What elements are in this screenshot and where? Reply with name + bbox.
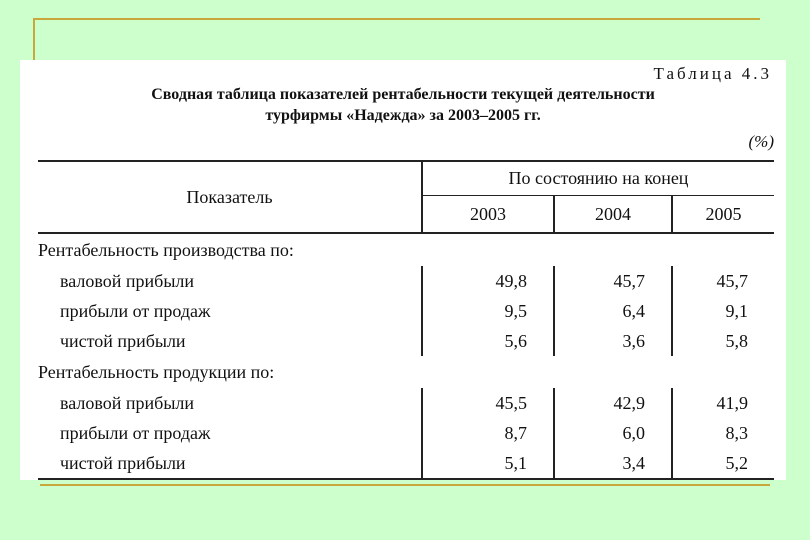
section-label: Рентабельность производства по: — [38, 239, 294, 260]
value-cell: 45,7 — [672, 266, 774, 296]
table-title-line-1: Сводная таблица показателей рентабельности текущей деятельности — [151, 86, 655, 103]
value-cell: 49,8 — [422, 266, 554, 296]
value-cell: 42,9 — [554, 388, 672, 418]
year-header-2005: 2005 — [672, 196, 774, 233]
value-cell: 8,7 — [422, 418, 554, 448]
row-label: прибыли от продаж — [60, 300, 211, 321]
value-cell: 5,6 — [422, 326, 554, 356]
table-title-line-2: турфирмы «Надежда» за 2003–2005 гг. — [265, 107, 541, 124]
value-cell: 5,8 — [672, 326, 774, 356]
unit-label: (%) — [748, 132, 774, 151]
table-row — [38, 266, 774, 296]
year-header-2003: 2003 — [422, 196, 554, 233]
table-number: Таблица 4.3 — [653, 64, 772, 83]
value-cell: 6,4 — [554, 296, 672, 326]
table-title — [20, 84, 786, 126]
section-label: Рентабельность продукции по: — [38, 361, 275, 382]
table-row — [38, 448, 774, 479]
value-cell: 6,0 — [554, 418, 672, 448]
value-cell: 8,3 — [672, 418, 774, 448]
section-row — [38, 233, 774, 266]
slide-frame-left-line — [33, 18, 35, 62]
value-cell: 5,2 — [672, 448, 774, 479]
value-cell: 3,4 — [554, 448, 672, 479]
value-cell: 9,1 — [672, 296, 774, 326]
value-cell: 41,9 — [672, 388, 774, 418]
row-label: чистой прибыли — [38, 448, 422, 479]
table-row — [38, 326, 774, 356]
table-row — [38, 418, 774, 448]
value-cell: 3,6 — [554, 326, 672, 356]
row-label: валовой прибыли — [60, 392, 195, 413]
row-label: прибыли от продаж — [60, 422, 211, 443]
row-label: чистой прибыли — [60, 330, 186, 351]
section-row — [38, 356, 774, 388]
table-row — [38, 296, 774, 326]
value-cell: 45,5 — [422, 388, 554, 418]
table-row — [38, 388, 774, 418]
value-cell: 9,5 — [422, 296, 554, 326]
period-group-header: По состоянию на конец — [422, 161, 774, 196]
value-cell: 45,7 — [554, 266, 672, 296]
indicator-column-header: Показатель — [38, 161, 422, 233]
profitability-table — [38, 160, 774, 480]
slide-frame-top-line — [33, 18, 760, 20]
slide-frame-bottom-line — [40, 484, 770, 486]
scanned-table-image — [20, 60, 786, 480]
year-header-2004: 2004 — [554, 196, 672, 233]
row-label: валовой прибыли — [60, 270, 195, 291]
value-cell: 5,1 — [422, 448, 554, 479]
